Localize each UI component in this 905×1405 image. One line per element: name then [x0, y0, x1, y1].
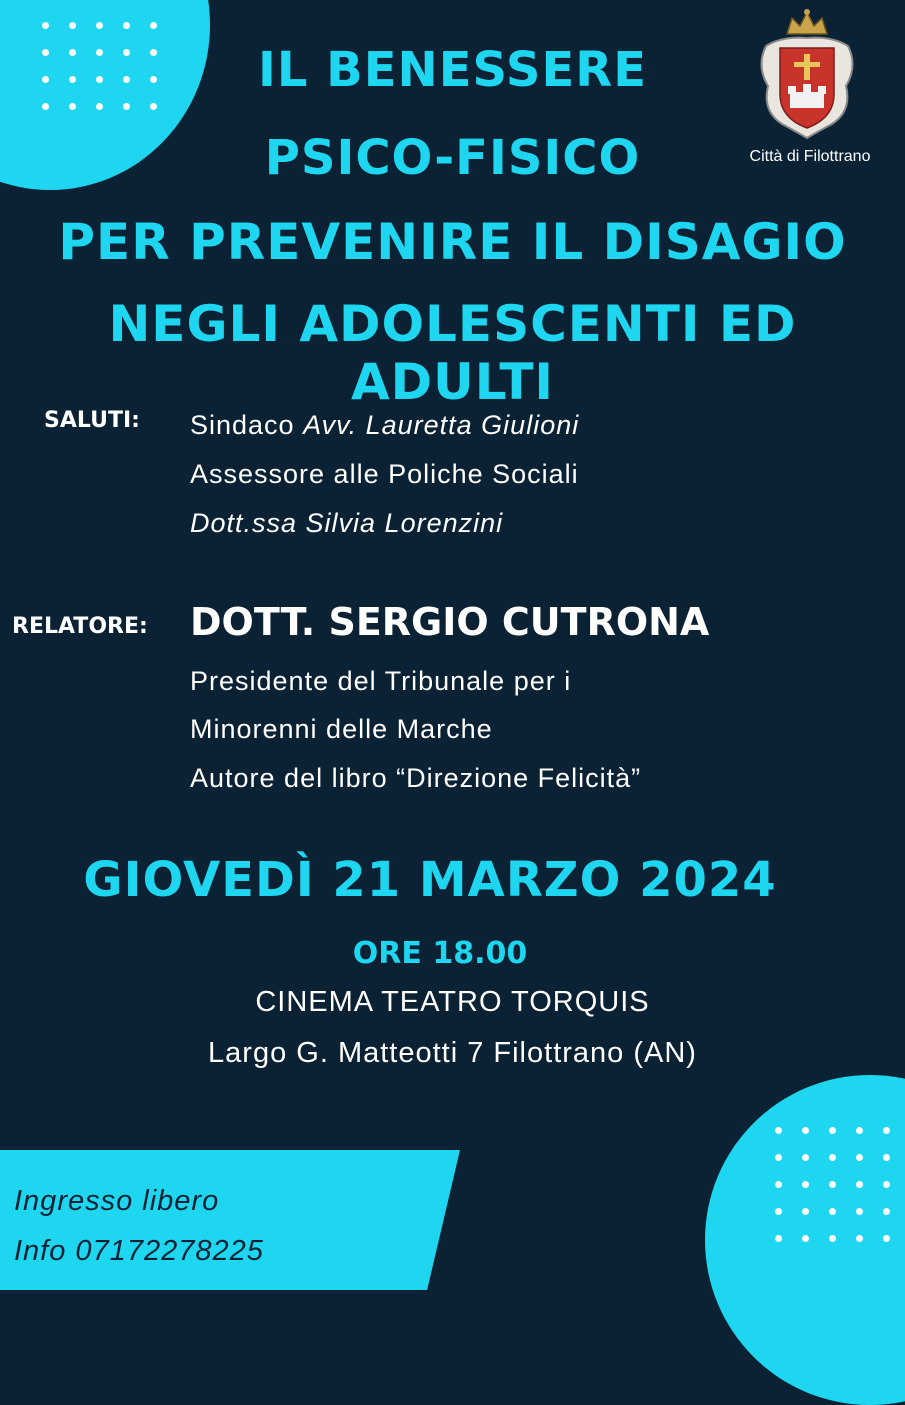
footer-entry: Ingresso libero [14, 1185, 220, 1217]
saluti-label: SALUTI: [44, 408, 140, 433]
title-line-1: IL BENESSERE [257, 42, 647, 98]
saluti-line-3: Dott.ssa Silvia Lorenzini [190, 508, 504, 538]
saluti-role-mayor: Sindaco [190, 410, 304, 440]
saluti-mayor-name: Avv. Lauretta Giulioni [303, 410, 580, 440]
speaker-name: DOTT. SERGIO CUTRONA [190, 600, 710, 644]
relatore-label: RELATORE: [12, 614, 148, 639]
event-venue: CINEMA TEATRO TORQUIS [255, 986, 650, 1018]
relatore-line-1: Presidente del Tribunale per i [190, 666, 572, 696]
title-line-3: PER PREVENIRE IL DISAGIO [58, 213, 847, 271]
saluti-line-2: Assessore alle Poliche Sociali [190, 459, 579, 489]
saluti-line-1 [190, 410, 579, 441]
decorative-dots-bottom-right [775, 1127, 893, 1245]
footer-info: Info 07172278225 [14, 1235, 264, 1267]
footer-banner [0, 1150, 460, 1290]
relatore-line-3: Autore del libro “Direzione Felicità” [190, 763, 642, 793]
event-time: ORE 18.00 [352, 936, 528, 971]
event-address: Largo G. Matteotti 7 Filottrano (AN) [208, 1037, 697, 1069]
title-line-4: NEGLI ADOLESCENTI ED ADULTI [108, 295, 797, 411]
relatore-line-2: Minorenni delle Marche [190, 714, 493, 744]
crest-caption: Città di Filottrano [749, 148, 871, 165]
event-date: GIOVEDÌ 21 MARZO 2024 [83, 852, 777, 908]
title-line-2: PSICO-FISICO [264, 130, 641, 186]
